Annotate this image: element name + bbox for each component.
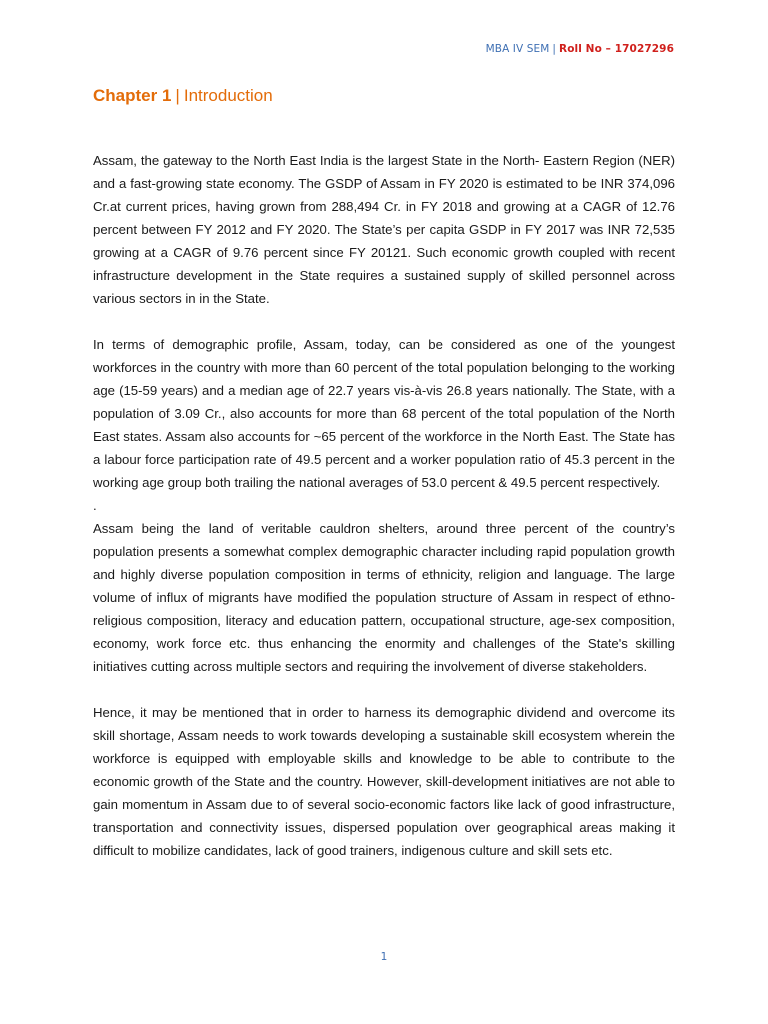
header-roll-number: Roll No – 17027296 <box>559 43 674 55</box>
chapter-title: Introduction <box>183 86 273 105</box>
page-number: 1 <box>380 951 388 963</box>
paragraph-gateway: Assam, the gateway to the North East India is the largest State in the North- Eastern Region (NER) and a fast-growing state economy. The GSDP of Assam in FY 2020 is estimated to be INR 374,096 Cr.at current prices, having grown from 288,494 Cr. in FY 2018 and growing at a CAGR of 12.76 percent between FY 2012 and FY 2020. The State’s per capita GSDP in FY 2017 was INR 72,535 growing at a CAGR of 9.76 percent since FY 20121. Such economic growth coupled with recent infrastructure development in the State requires a sustained supply of skilled personnel across various sectors in in the State. <box>93 153 675 306</box>
stray-period: . <box>93 498 97 513</box>
paragraph-demographic-character: Assam being the land of veritable cauldron shelters, around three percent of the country’s population presents a somewhat complex demographic character including rapid population growth and highly diverse population composition in terms of ethnicity, religion and language. The large volume of influx of migrants have modified the population structure of Assam in respect of ethno-religious composition, literacy and education pattern, occupational structure, age-sex composition, economy, work force etc. thus enhancing the enormity and challenges of the State's skilling initiatives cutting across multiple sectors and requiring the involvement of diverse stakeholders. <box>93 521 675 674</box>
header-course: MBA IV SEM <box>485 43 550 55</box>
chapter-label: Chapter 1 <box>93 86 172 105</box>
running-header <box>486 43 674 55</box>
paragraph-skill-ecosystem: Hence, it may be mentioned that in order to harness its demographic dividend and overcome its skill shortage, Assam needs to work towards developing a sustainable skill ecosystem wherein the workforce is equipped with employable skills and knowledge to be able to contribute to the economic growth of the State and the country. However, skill-development initiatives are not able to gain momentum in Assam due to of several socio-economic factors like lack of good infrastructure, transportation and connectivity issues, dispersed population over geographical areas making it difficult to mobilize candidates, lack of good trainers, indigenous culture and skill sets etc. <box>93 705 675 858</box>
paragraph-spacer <box>93 310 675 333</box>
chapter-separator: | <box>175 86 180 105</box>
chapter-heading <box>93 86 273 106</box>
body-text <box>93 149 675 862</box>
paragraph-spacer <box>93 678 675 701</box>
header-separator: | <box>552 43 557 55</box>
paragraph-demographic-profile: In terms of demographic profile, Assam, today, can be considered as one of the youngest workforces in the country with more than 60 percent of the total population belonging to the working age (15-59 years) and a median age of 22.7 years vis-à-vis 26.8 years nationally. The State, with a population of 3.09 Cr., also accounts for more than 68 percent of the total population of the North East states. Assam also accounts for ~65 percent of the workforce in the North East. The State has a labour force participation rate of 49.5 percent and a worker population ratio of 45.3 percent in the working age group both trailing the national averages of 53.0 percent & 49.5 percent respectively. <box>93 337 675 490</box>
